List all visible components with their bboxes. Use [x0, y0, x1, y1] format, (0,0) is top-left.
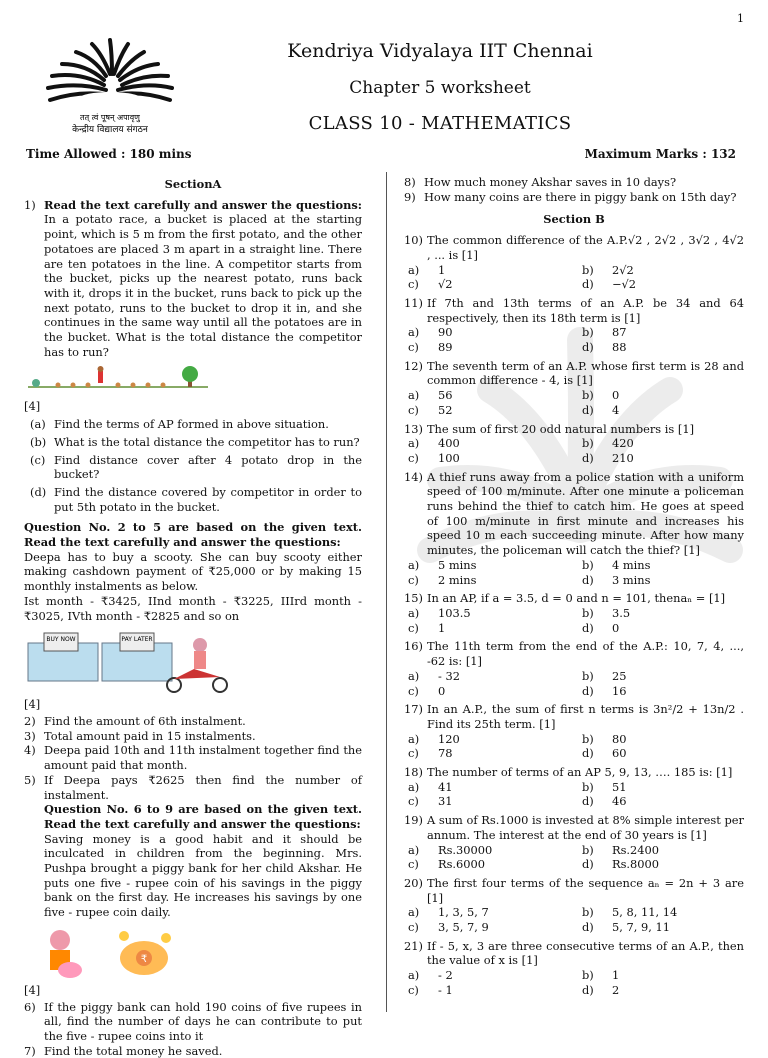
logo-name: केन्द्रीय विद्यालय संगठन — [72, 125, 148, 135]
question-number: 12) — [404, 358, 423, 373]
answer-option: a) 41 — [408, 779, 453, 794]
buy-now-sign: BUY NOW — [46, 636, 76, 644]
time-allowed: Time Allowed : 180 mins — [26, 147, 192, 161]
answer-option: b) 25 — [582, 668, 627, 683]
question-text: The first four terms of the sequence aₙ = 2n + 3 are [1] — [426, 875, 744, 905]
answer-option: a) 90 — [408, 325, 453, 340]
answer-option: c) 0 — [408, 683, 446, 698]
question-text: The 11th term from the end of the A.P.: 10, 7, 4, ..., -62 is: [1] — [426, 639, 744, 669]
q6-9-passage: Saving money is a good habit and it should be inculcated in children from the beginning. Mrs. Pushpa brought a piggy bank for her child Akshar. He puts one five - rupee coin of his savings in the piggy bank on the first day. He increases his savings by one five - rupee coin daily. — [44, 831, 362, 920]
school-name: Kendriya Vidyalaya IIT Chennai — [287, 40, 593, 62]
subquestion: (a) Find the terms of AP formed in above situation. — [30, 417, 329, 432]
question-number: 13) — [404, 421, 423, 436]
q2-5-passage: Question No. 2 to 5 are based on the given text. Read the text carefully and answer the questions: Deepa has to buy a scooty. She can buy scooty either making cashdown payment of ₹25,000 or by making 15 monthly instalments as below. Ist month - ₹3425, IInd month - ₹3225, IIIrd month - ₹3025, IVth month - ₹2825 and so on — [24, 520, 362, 623]
mcq-question — [404, 765, 744, 809]
question-text: If - 5, x, 3 are three consecutive terms of an A.P., then the value of x is [1] — [426, 938, 744, 968]
question-4: 4) Deepa paid 10th and 11th instalment together find the amount paid that month. — [24, 743, 362, 773]
question-text: In an AP, if a = 3.5, d = 0 and n = 101, thenaₙ = [1] — [426, 591, 726, 606]
piggy-bank-illustration — [40, 926, 362, 980]
mcq-list — [404, 233, 744, 997]
question-text: In a potato race, a bucket is placed at the starting point, which is 5 m from the first potato, and the other potatoes are placed 3 m apart in a straight line. There are ten potatoes in the line. A competitor starts from the bucket, picks up the nearest potato, runs back with it, drops it in the bucket, runs back to pick up the next potato, runs to the bucket to drop it in, and she continues in the same way until all the potatoes are in the bucket. What is the total distance the competitor has to run? — [44, 212, 362, 359]
answer-option: b) 0 — [582, 388, 620, 403]
question-number: 19) — [404, 813, 423, 828]
answer-option: c) 31 — [408, 794, 453, 809]
answer-option: d) 0 — [582, 620, 620, 635]
marks-label: [4] — [24, 982, 41, 997]
potato-race-illustration — [28, 365, 362, 391]
answer-option: a) 1, 3, 5, 7 — [408, 905, 489, 920]
question-number: 20) — [404, 875, 423, 890]
answer-option: a) 103.5 — [408, 605, 471, 620]
question-text: The seventh term of an A.P. whose first term is 28 and common difference - 4, is [1] — [426, 358, 744, 388]
max-marks: Maximum Marks : 132 — [584, 147, 736, 161]
logo-motto: तत् त्वं पूषन् अपावृणु — [80, 113, 140, 122]
question-number: 17) — [404, 702, 423, 717]
marks-label: [4] — [24, 399, 41, 414]
right-column — [404, 175, 744, 1002]
worksheet-title: Chapter 5 worksheet — [349, 78, 531, 98]
mcq-question — [404, 702, 744, 761]
question-number: 15) — [404, 591, 423, 606]
mcq-question — [404, 359, 744, 418]
question-7: 7) Find the total money he saved. — [24, 1043, 223, 1058]
answer-option: d) 46 — [582, 794, 627, 809]
answer-option: c) - 1 — [408, 982, 453, 997]
question-text: The sum of first 20 odd natural numbers is [1] — [426, 421, 695, 436]
answer-option: c) 89 — [408, 340, 453, 355]
answer-option: d) 16 — [582, 683, 627, 698]
mcq-question — [404, 639, 744, 698]
question-text: A sum of Rs.1000 is invested at 8% simple interest per annum. The interest at the end of 30 years is [1] — [426, 813, 744, 842]
answer-option: c) 52 — [408, 402, 453, 417]
mcq-question — [404, 591, 744, 635]
q6-9-lead: Question No. 6 to 9 are based on the given text. Read the text carefully and answer the questions: — [44, 802, 362, 831]
answer-option: d) Rs.8000 — [582, 857, 660, 872]
answer-option: c) 3, 5, 7, 9 — [408, 920, 489, 935]
mcq-question — [404, 422, 744, 466]
answer-option: c) Rs.6000 — [408, 857, 486, 872]
mcq-question — [404, 470, 744, 588]
answer-option: d) 5, 7, 9, 11 — [582, 920, 670, 935]
answer-option: a) 5 mins — [408, 557, 477, 572]
subquestion: (c) Find distance cover after 4 potato drop in the bucket? — [30, 452, 362, 482]
question-3: 3) Total amount paid in 15 instalments. — [24, 728, 256, 743]
question-1 — [24, 198, 362, 360]
answer-option: a) - 32 — [408, 668, 460, 683]
answer-option: b) 3.5 — [582, 605, 631, 620]
question-text: If 7th and 13th terms of an A.P. be 34 and 64 respectively, then its 18th term is [1] — [426, 295, 744, 325]
question-text: The common difference of the A.P.√2 , 2√2 , 3√2 , 4√2 , ... is [1] — [426, 233, 744, 262]
answer-option: a) - 2 — [408, 968, 453, 983]
answer-option: d) 2 — [582, 982, 620, 997]
answer-option: d) 210 — [582, 450, 634, 465]
answer-option: c) 2 mins — [408, 572, 477, 587]
answer-option: b) 2√2 — [582, 262, 634, 277]
question-number: 18) — [404, 765, 423, 780]
mcq-question — [404, 233, 744, 292]
answer-option: b) 87 — [582, 325, 627, 340]
question-number: 11) — [404, 295, 423, 310]
question-2: 2) Find the amount of 6th instalment. — [24, 713, 246, 728]
svg-text:₹: ₹ — [140, 953, 148, 965]
answer-option: a) 1 — [408, 262, 446, 277]
question-number: 14) — [404, 469, 423, 484]
answer-option: d) −√2 — [582, 277, 637, 292]
question-8: 8) How much money Akshar saves in 10 days? — [404, 175, 677, 189]
mcq-question — [404, 939, 744, 998]
answer-option: c) 1 — [408, 620, 446, 635]
mcq-question — [404, 296, 744, 355]
answer-option: d) 60 — [582, 746, 627, 761]
kvs-logo — [40, 30, 180, 138]
question-number: 21) — [404, 938, 423, 953]
answer-option: d) 88 — [582, 340, 627, 355]
question-6: 6) If the piggy bank can hold 190 coins of five rupees in all, find the number of days he can contribute to put the five - rupee coins into it — [24, 999, 362, 1043]
answer-option: c) √2 — [408, 277, 453, 292]
answer-option: d) 4 — [582, 402, 620, 417]
question-9: 9) How many coins are there in piggy bank on 15th day? — [404, 189, 737, 204]
subquestion: (b) What is the total distance the competitor has to run? — [30, 434, 360, 449]
answer-option: b) 420 — [582, 436, 634, 451]
scooty-illustration — [24, 629, 362, 693]
column-divider — [386, 172, 387, 1012]
answer-option: d) 3 mins — [582, 572, 651, 587]
answer-option: b) 51 — [582, 779, 627, 794]
answer-option: c) 100 — [408, 450, 460, 465]
marks-label: [4] — [24, 697, 41, 712]
answer-option: a) 120 — [408, 731, 460, 746]
section-b-heading: Section B — [543, 212, 605, 227]
answer-option: a) 400 — [408, 436, 460, 451]
question-lead: Read the text carefully and answer the questions: — [44, 197, 362, 212]
mcq-question — [404, 813, 744, 872]
answer-option: b) 5, 8, 11, 14 — [582, 905, 678, 920]
question-number: 1) — [24, 197, 36, 212]
answer-option: b) 80 — [582, 731, 627, 746]
mcq-question — [404, 876, 744, 935]
answer-option: b) 4 mins — [582, 557, 651, 572]
left-column — [24, 175, 362, 1058]
question-text: The number of terms of an AP 5, 9, 13, …. 185 is: [1] — [426, 765, 733, 780]
class-title: CLASS 10 - MATHEMATICS — [308, 113, 572, 134]
question-number: 10) — [404, 233, 423, 248]
answer-option: b) Rs.2400 — [582, 842, 660, 857]
question-text: A thief runs away from a police station with a uniform speed of 100 m/minute. After one minute a policeman runs behind the thief to catch him. He goes at speed of 100 m/minute in first minute and increases his speed 10 m each succeeding minute. After how many minutes, the policeman will catch the thief? [1] — [426, 469, 744, 558]
answer-option: b) 1 — [582, 968, 620, 983]
answer-option: a) Rs.30000 — [408, 842, 493, 857]
subquestion: (d) Find the distance covered by competitor in order to put 5th potato in the bucket. — [30, 484, 362, 514]
question-number: 16) — [404, 639, 423, 654]
question-text: In an A.P., the sum of first n terms is 3n²/2 + 13n/2 . Find its 25th term. [1] — [426, 702, 744, 731]
pay-later-sign: PAY LATER — [121, 636, 153, 644]
section-a-heading: SectionA — [164, 177, 222, 191]
page-number: 1 — [737, 12, 744, 25]
question-5: 5) If Deepa pays ₹2625 then find the number of instalment. Question No. 6 to 9 are based on the given text. Read the text carefully and answer the questions: Saving money is a good habit and it should be inculcated in children from the beginning. Mrs. Pushpa brought a piggy bank for her child Akshar. He puts one five - rupee coin of his savings in the piggy bank on the first day. He increases his savings by one five - rupee coin daily. — [24, 772, 362, 920]
answer-option: c) 78 — [408, 746, 453, 761]
answer-option: a) 56 — [408, 388, 453, 403]
